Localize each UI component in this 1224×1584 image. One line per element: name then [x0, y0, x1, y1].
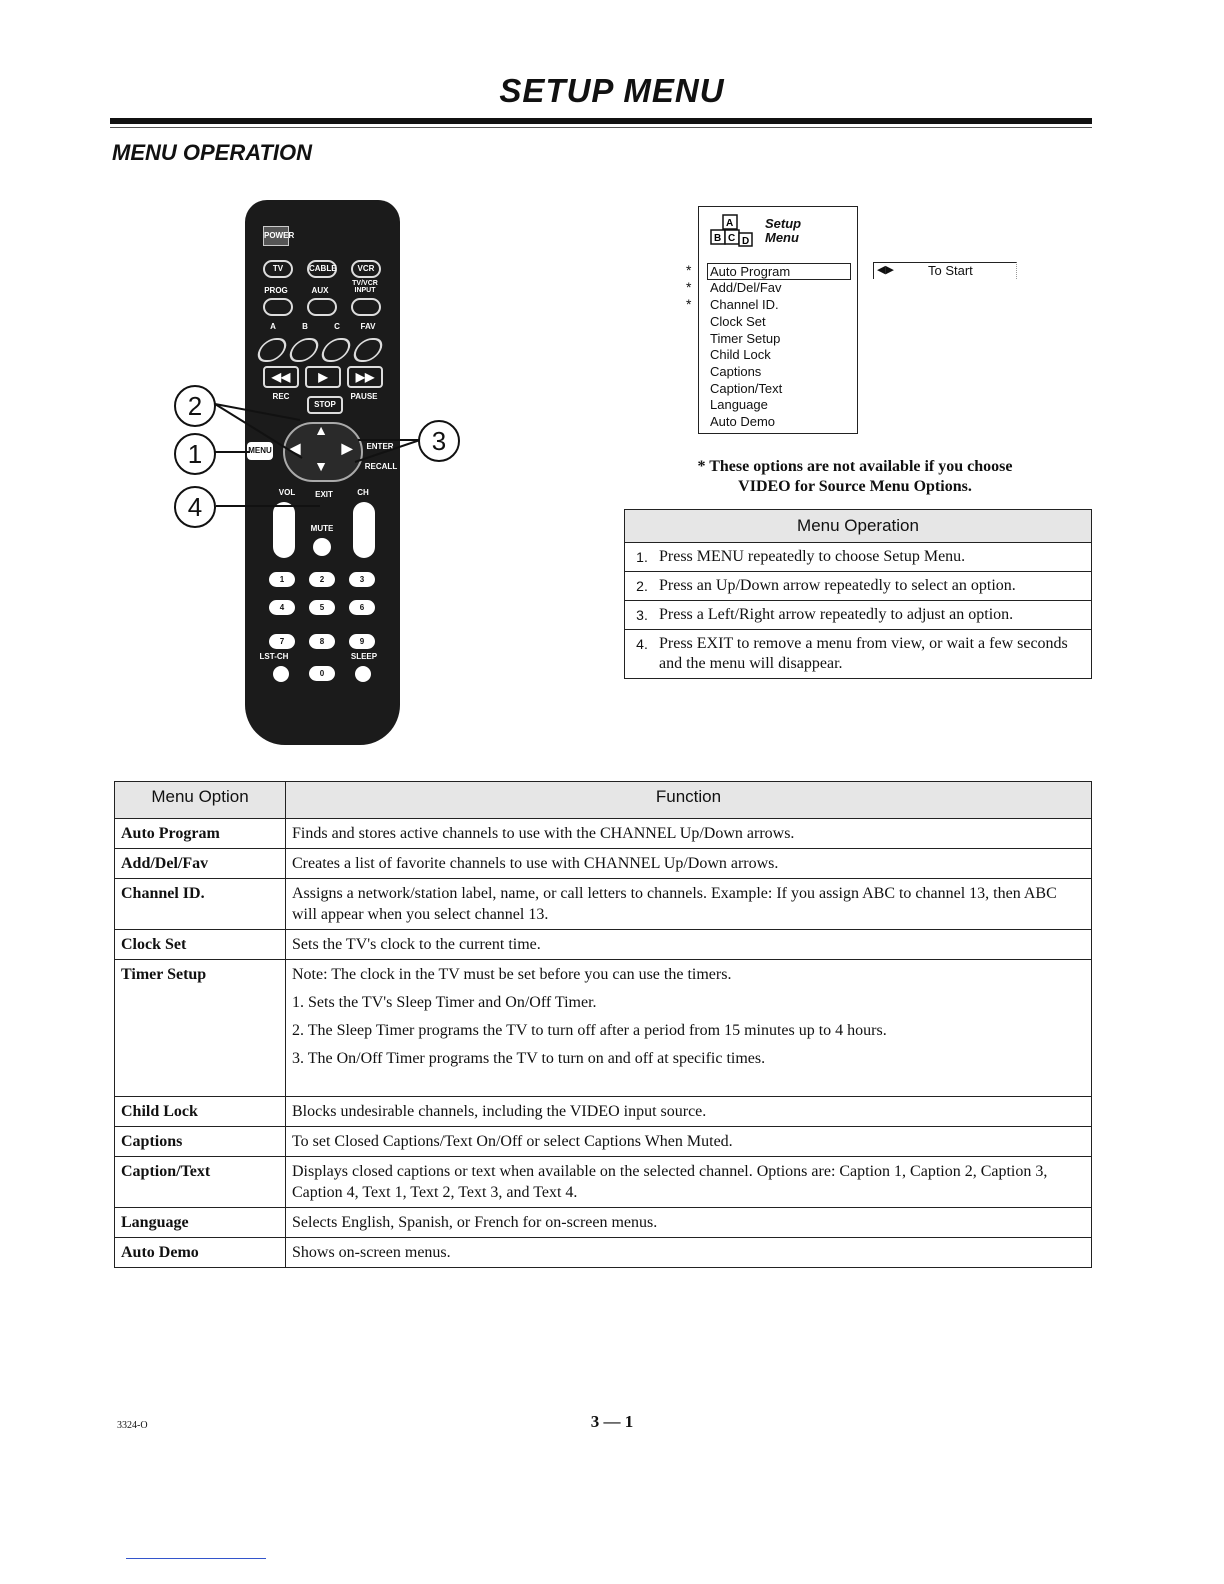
recall-label: RECALL [364, 462, 398, 471]
function-cell: Sets the TV's clock to the current time. [286, 930, 1092, 960]
icon-letter-c: C [728, 233, 736, 244]
function-cell: Displays closed captions or text when available on the selected channel. Options are: Caption 1, Caption 2, Caption 3, Caption 4, Text 1, Text 2, Text 3, and Text 4. [286, 1157, 1092, 1208]
rec-label: REC [272, 392, 290, 401]
sleep-label: SLEEP [350, 652, 378, 661]
arrow-down-icon: ▼ [314, 458, 328, 474]
callout-1: 1 [174, 433, 216, 475]
digit-4: 4 [269, 600, 295, 615]
menu-item-captions[interactable]: Captions [710, 364, 762, 379]
abcd-blocks-icon [709, 213, 755, 247]
digit-6: 6 [349, 600, 375, 615]
arrow-left-icon: ◀ [289, 440, 301, 456]
pause-label: PAUSE [350, 392, 378, 401]
unavailable-marker: * [686, 296, 692, 312]
function-cell: Creates a list of favorite channels to use with CHANNEL Up/Down arrows. [286, 849, 1092, 879]
prog-label: PROG [264, 286, 288, 295]
availability-note [640, 457, 1070, 497]
table-row [115, 819, 1092, 849]
timer-point: 2. The Sleep Timer programs the TV to turn off after a period from 15 minutes up to 4 hours. [292, 1022, 887, 1039]
page-number: 3 — 1 [590, 1412, 634, 1431]
option-cell: Channel ID. [115, 879, 286, 930]
menu-operation-table [624, 509, 1092, 679]
option-cell: Clock Set [115, 930, 286, 960]
b-label: B [302, 322, 308, 331]
table-row [115, 1157, 1092, 1208]
left-right-arrow-icon: ◀▶ [877, 264, 894, 276]
function-cell: Blocks undesirable channels, including the VIDEO input source. [286, 1097, 1092, 1127]
table-row [115, 1127, 1092, 1157]
option-cell: Auto Program [115, 819, 286, 849]
note-line-1: * These options are not available if you choose [697, 458, 1013, 475]
to-start-option [873, 262, 1017, 279]
section-heading: MENU OPERATION [112, 140, 313, 165]
menu-item-caption-text[interactable]: Caption/Text [710, 381, 783, 396]
menu-item-auto-demo[interactable]: Auto Demo [710, 414, 776, 429]
menu-operation-heading: Menu Operation [625, 510, 1091, 543]
note-line-2: VIDEO for Source Menu Options. [738, 478, 972, 495]
menu-item-timer-setup[interactable]: Timer Setup [710, 331, 781, 346]
menu-item-channel-id[interactable]: Channel ID. [710, 297, 779, 312]
aux-label: AUX [311, 286, 329, 295]
timer-note: Note: The clock in the TV must be set before you can use the timers. [292, 966, 732, 983]
function-cell: Assigns a network/station label, name, or call letters to channels. Example: If you assign ABC to channel 13, then ABC will appear when you select channel 13. [286, 879, 1092, 930]
digit-9: 9 [349, 634, 375, 649]
rewind-icon: ◀◀ [263, 366, 299, 388]
step-text: Press an Up/Down arrow repeatedly to select an option. [659, 577, 1016, 594]
step-number: 2. [636, 578, 648, 594]
icon-letter-a: A [726, 218, 734, 229]
icon-letter-d: D [742, 236, 750, 247]
table-row [115, 930, 1092, 960]
function-cell: Shows on-screen menus. [286, 1238, 1092, 1268]
enter-button: ENTER [366, 442, 394, 451]
table-row [115, 1208, 1092, 1238]
stop-button: STOP [307, 396, 343, 414]
menu-item-auto-program[interactable]: Auto Program [707, 263, 851, 280]
digit-3: 3 [349, 572, 375, 587]
table-row [115, 1238, 1092, 1268]
arrow-up-icon: ▲ [314, 422, 328, 438]
operation-step [625, 543, 1091, 572]
menu-button: MENU [247, 442, 273, 460]
step-text: Press EXIT to remove a menu from view, or wait a few seconds and the menu will disappear. [659, 635, 1068, 672]
ch-label: CH [357, 488, 369, 497]
digit-0: 0 [309, 666, 335, 681]
menu-item-clock-set[interactable]: Clock Set [710, 314, 766, 329]
fast-forward-icon: ▶▶ [347, 366, 383, 388]
menu-item-child-lock[interactable]: Child Lock [710, 347, 771, 362]
function-cell: Selects English, Spanish, or French for on-screen menus. [286, 1208, 1092, 1238]
digit-7: 7 [269, 634, 295, 649]
callout-3: 3 [418, 420, 460, 462]
option-cell: Timer Setup [115, 960, 286, 1097]
digit-2: 2 [309, 572, 335, 587]
setup-menu-header-line2: Menu [765, 230, 799, 245]
vcr-button: VCR [351, 260, 381, 278]
step-text: Press a Left/Right arrow repeatedly to adjust an option. [659, 606, 1014, 623]
operation-step [625, 572, 1091, 601]
operation-step [625, 601, 1091, 630]
function-cell: To set Closed Captions/Text On/Off or select Captions When Muted. [286, 1127, 1092, 1157]
digit-8: 8 [309, 634, 335, 649]
unavailable-marker: * [686, 262, 692, 278]
menu-option-header: Menu Option [115, 782, 286, 819]
tv-button: TV [263, 260, 293, 278]
callout-2: 2 [174, 385, 216, 427]
tvvcr-input-label: TV/VCR INPUT [352, 280, 378, 294]
cable-button: CABLE [307, 260, 337, 278]
option-cell: Child Lock [115, 1097, 286, 1127]
function-cell: Finds and stores active channels to use with the CHANNEL Up/Down arrows. [286, 819, 1092, 849]
a-label: A [270, 322, 276, 331]
table-row [115, 960, 1092, 1097]
timer-point: 1. Sets the TV's Sleep Timer and On/Off Timer. [292, 994, 597, 1011]
document-code: 3324-O [117, 1420, 148, 1431]
function-header: Function [286, 782, 1092, 819]
option-cell: Language [115, 1208, 286, 1238]
table-header-row [115, 782, 1092, 819]
arrow-right-icon: ▶ [341, 440, 353, 456]
icon-letter-b: B [714, 233, 722, 244]
step-number: 1. [636, 549, 648, 565]
page-title: SETUP MENU [499, 72, 725, 109]
c-label: C [334, 322, 340, 331]
unavailable-marker: * [686, 279, 692, 295]
step-number: 4. [636, 636, 648, 652]
setup-menu-header [765, 217, 801, 245]
vol-label: VOL [278, 488, 296, 497]
table-row [115, 1097, 1092, 1127]
option-cell: Captions [115, 1127, 286, 1157]
play-icon: ▶ [305, 366, 341, 388]
fav-label: FAV [360, 322, 376, 331]
menu-item-add-del-fav[interactable]: Add/Del/Fav [710, 280, 782, 295]
footer-rule [126, 1558, 266, 1559]
digit-1: 1 [269, 572, 295, 587]
menu-function-table [114, 781, 1092, 1268]
operation-step [625, 630, 1091, 678]
setup-menu-header-line1: Setup [765, 216, 802, 231]
option-cell: Caption/Text [115, 1157, 286, 1208]
mute-label: MUTE [310, 524, 334, 533]
timer-point: 3. The On/Off Timer programs the TV to turn on and off at specific times. [292, 1050, 766, 1067]
lst-ch-label: LST-CH [259, 652, 289, 661]
exit-button: EXIT [315, 490, 333, 499]
table-row [115, 849, 1092, 879]
menu-item-language[interactable]: Language [710, 397, 768, 412]
table-row [115, 879, 1092, 930]
setup-menu-screen [698, 206, 858, 434]
step-number: 3. [636, 607, 648, 623]
to-start-label: To Start [928, 263, 973, 278]
function-cell [286, 960, 1092, 1097]
callout-4: 4 [174, 486, 216, 528]
option-cell: Add/Del/Fav [115, 849, 286, 879]
option-cell: Auto Demo [115, 1238, 286, 1268]
digit-5: 5 [309, 600, 335, 615]
step-text: Press MENU repeatedly to choose Setup Menu. [659, 548, 966, 565]
power-button: POWER [263, 226, 289, 246]
